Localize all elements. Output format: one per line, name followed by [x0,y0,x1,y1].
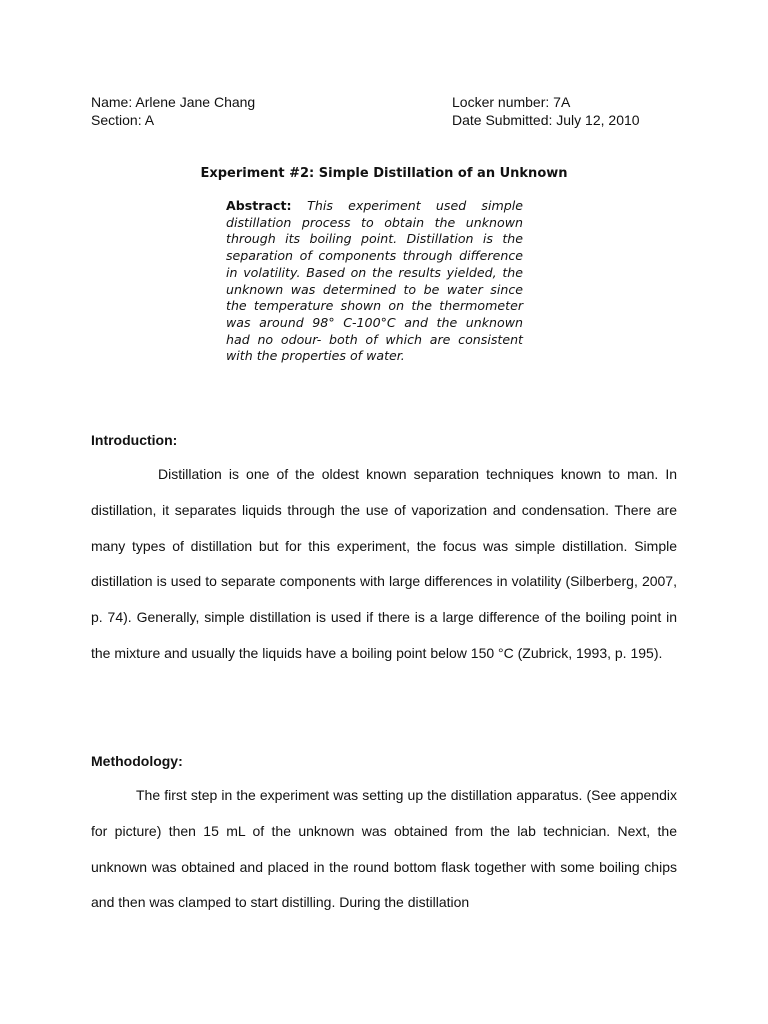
date-submitted: Date Submitted: July 12, 2010 [452,112,640,128]
methodology-heading: Methodology: [91,753,183,769]
submission-info-block [452,93,640,129]
introduction-heading: Introduction: [91,432,178,448]
abstract-label: Abstract: [226,198,308,213]
student-info-block [91,93,255,129]
locker-number: Locker number: 7A [452,94,571,110]
abstract-text: This experiment used simple distillation process to obtain the unknown through its boiling point. Distillation is the separation of components through difference in volatility. Based on the results yielded, the unknown was determined to be water since the temperature shown on the thermometer was around 98° C-100°C and the unknown had no odour- both of which are consistent with the properties of water. [226,198,523,364]
experiment-title: Experiment #2: Simple Distillation of an Unknown [200,166,568,181]
student-section: Section: A [91,112,155,128]
introduction-paragraph: Distillation is one of the oldest known separation techniques known to man. In distillation, it separates liquids through the use of vaporization and condensation. There are many types of distillation but for this experiment, the focus was simple distillation. Simple distillation is used to separate components with large differences in volatility (Silberberg, 2007, p. 74). Generally, simple distillation is used if there is a large difference of the boiling point in the mixture and usually the liquids have a boiling point below 150 °C (Zubrick, 1993, p. 195). [91,466,677,661]
abstract-block [226,198,523,365]
methodology-paragraph: The first step in the experiment was setting up the distillation apparatus. (See appendix for picture) then 15 mL of the unknown was obtained from the lab technician. Next, the unknown was obtained and placed in the round bottom flask together with some boiling chips and then was clamped to start distilling. During the distillation [91,787,677,911]
student-name: Name: Arlene Jane Chang [91,94,256,110]
